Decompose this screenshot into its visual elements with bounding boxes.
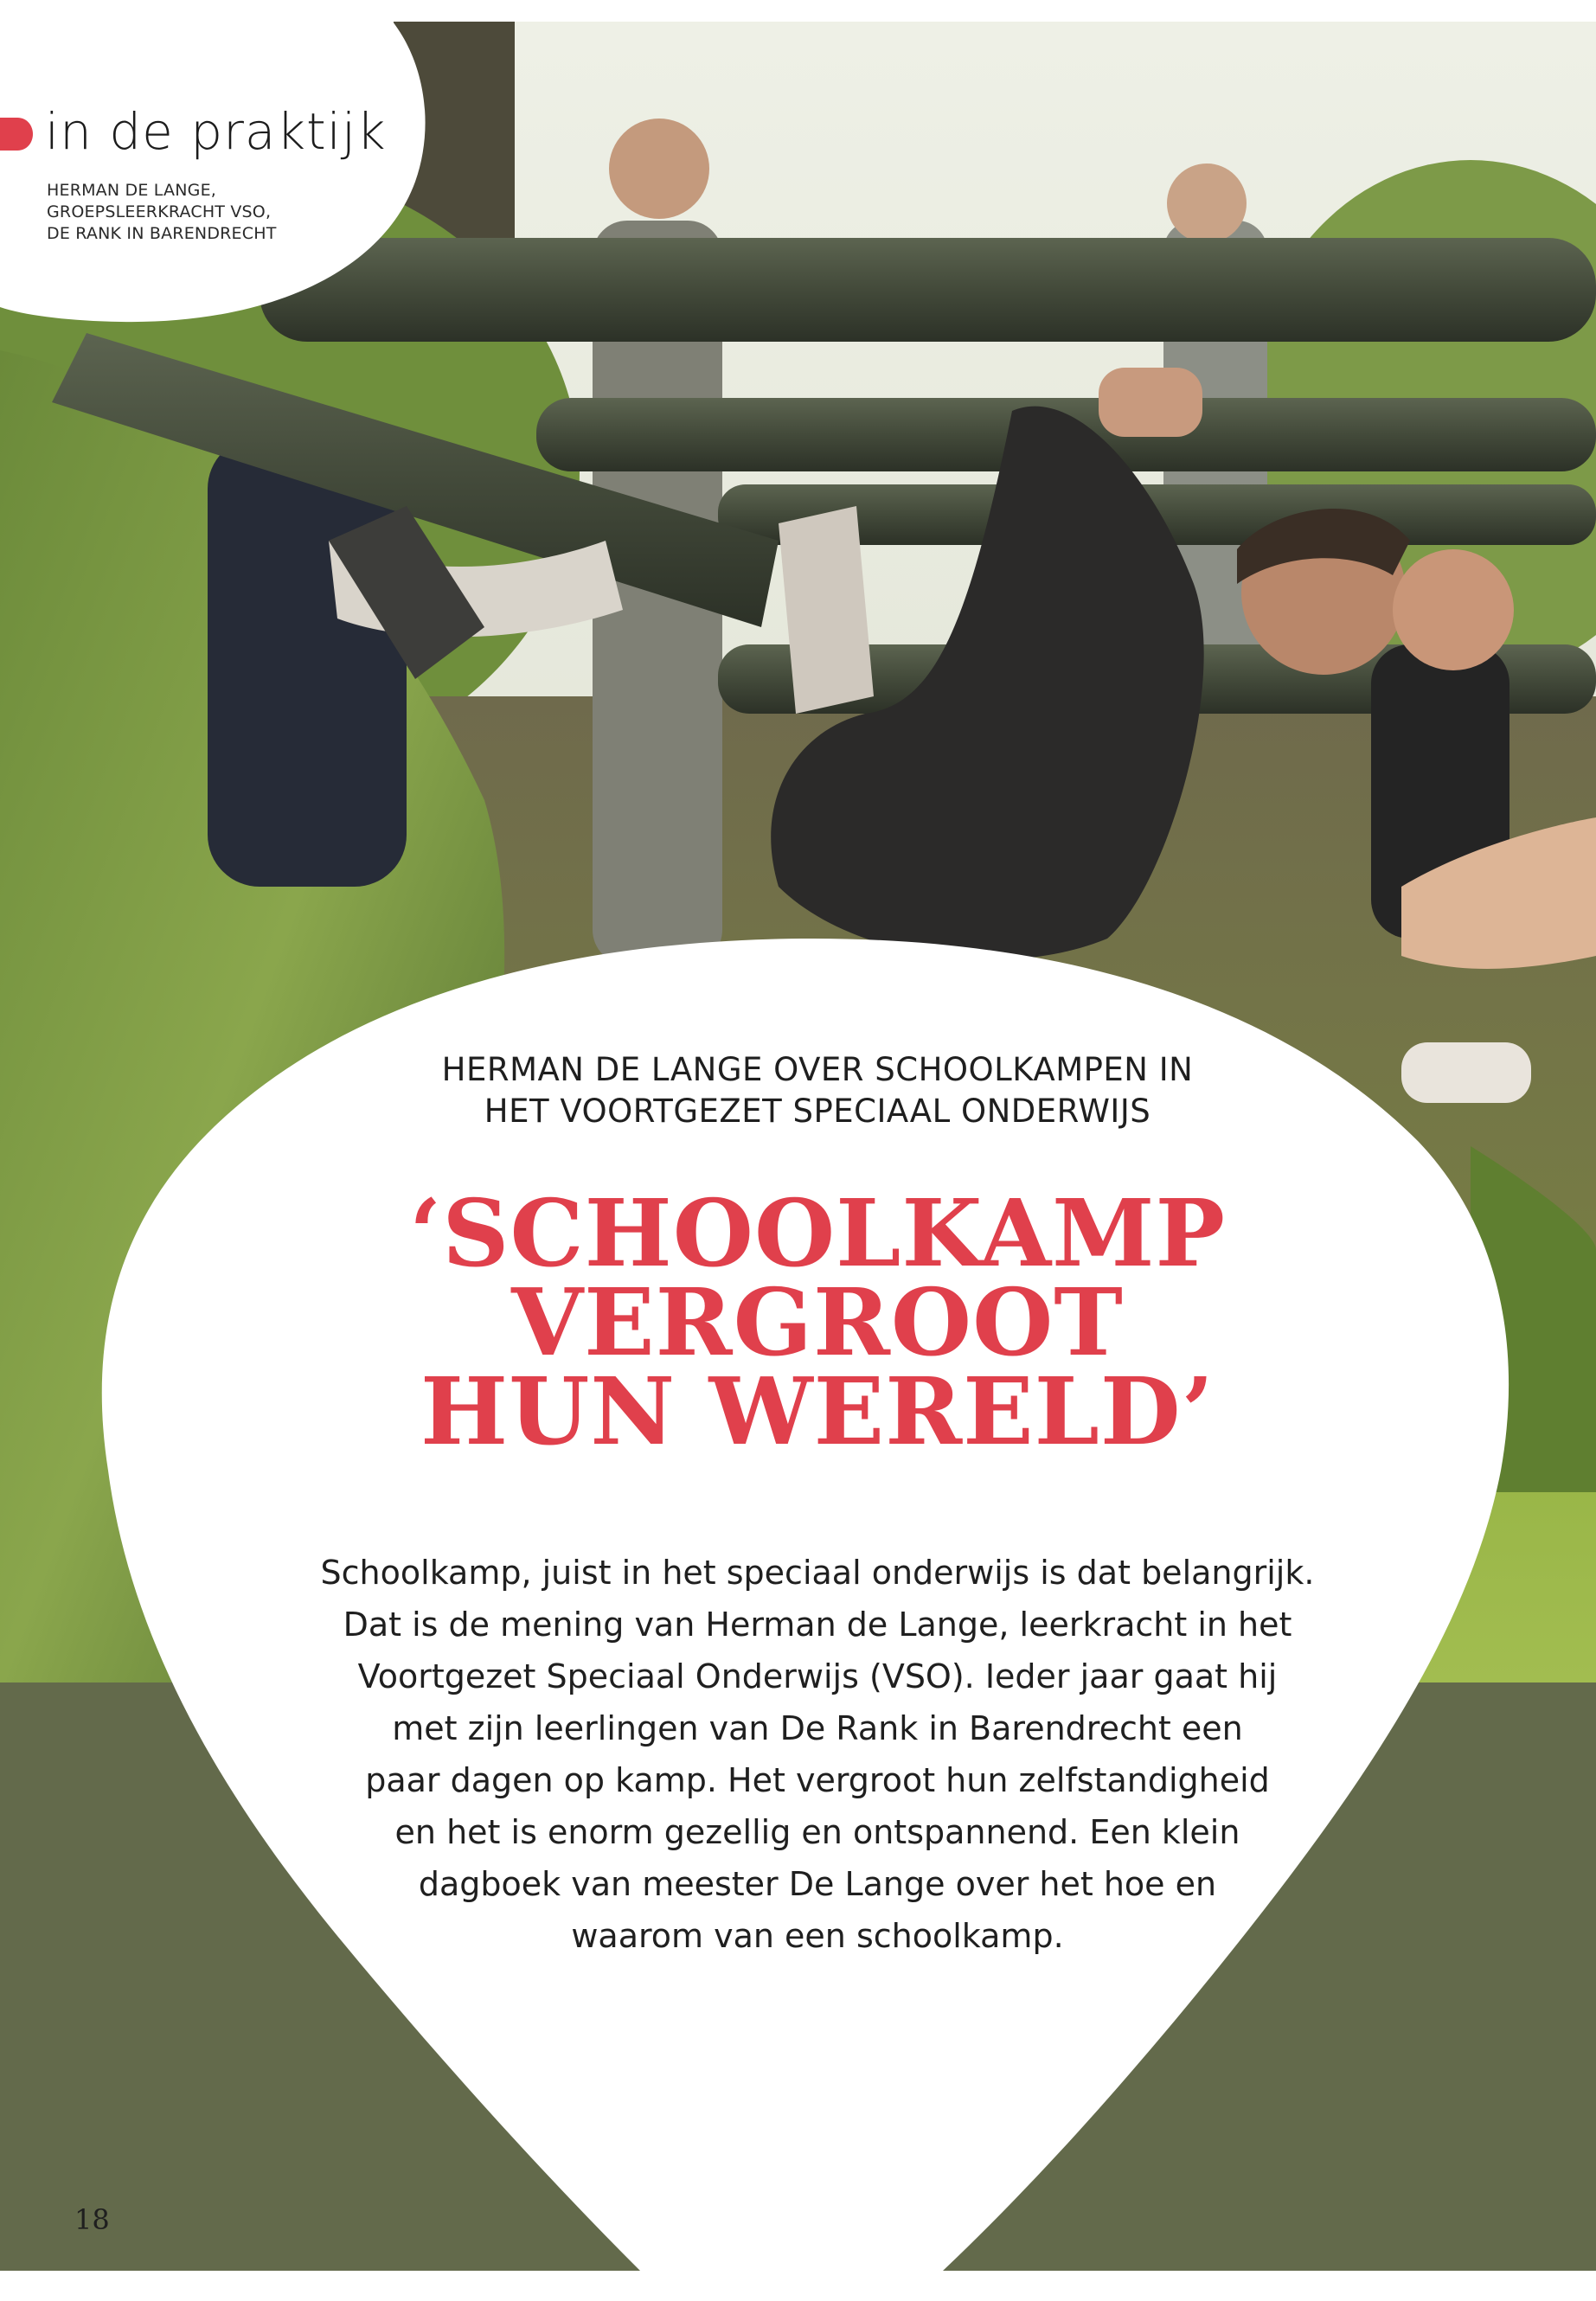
section-bullet-icon [0,118,33,151]
kicker-line: HET VOORTGEZET SPECIAAL ONDERWIJS [484,1093,1151,1130]
byline [47,180,332,245]
headline-line: ‘SCHOOLKAMP [408,1180,1226,1288]
kicker-line: HERMAN DE LANGE OVER SCHOOLKAMPEN IN [441,1051,1194,1088]
byline-line: HERMAN DE LANGE, [47,181,217,200]
intro-line: Schoolkamp, juist in het speciaal onderwijs is dat belangrijk. [320,1554,1315,1592]
headline-line: VERGROOT [511,1269,1124,1377]
page-number: 18 [74,2203,110,2236]
byline-line: DE RANK IN BARENDRECHT [47,224,277,243]
intro-paragraph [277,1547,1358,1962]
section-badge [0,0,433,329]
kicker [346,1049,1289,1132]
byline-line: GROEPSLEERKRACHT VSO, [47,202,272,221]
intro-line: en het is enorm gezellig en ontspannend. Een klein [394,1813,1240,1851]
intro-line: met zijn leerlingen van De Rank in Barendrecht een [392,1709,1243,1747]
intro-line: Voortgezet Speciaal Onderwijs (VSO). Ieder jaar gaat hij [357,1657,1278,1695]
section-label: in de praktijk [45,102,387,161]
intro-line: paar dagen op kamp. Het vergroot hun zelfstandigheid [365,1761,1270,1799]
intro-line: waarom van een schoolkamp. [571,1917,1064,1955]
intro-line: dagboek van meester De Lange over het hoe en [418,1865,1217,1903]
headline [285,1180,1349,1466]
headline-line: HUN WERELD’ [420,1358,1215,1466]
intro-line: Dat is de mening van Herman de Lange, leerkracht in het [343,1606,1292,1644]
